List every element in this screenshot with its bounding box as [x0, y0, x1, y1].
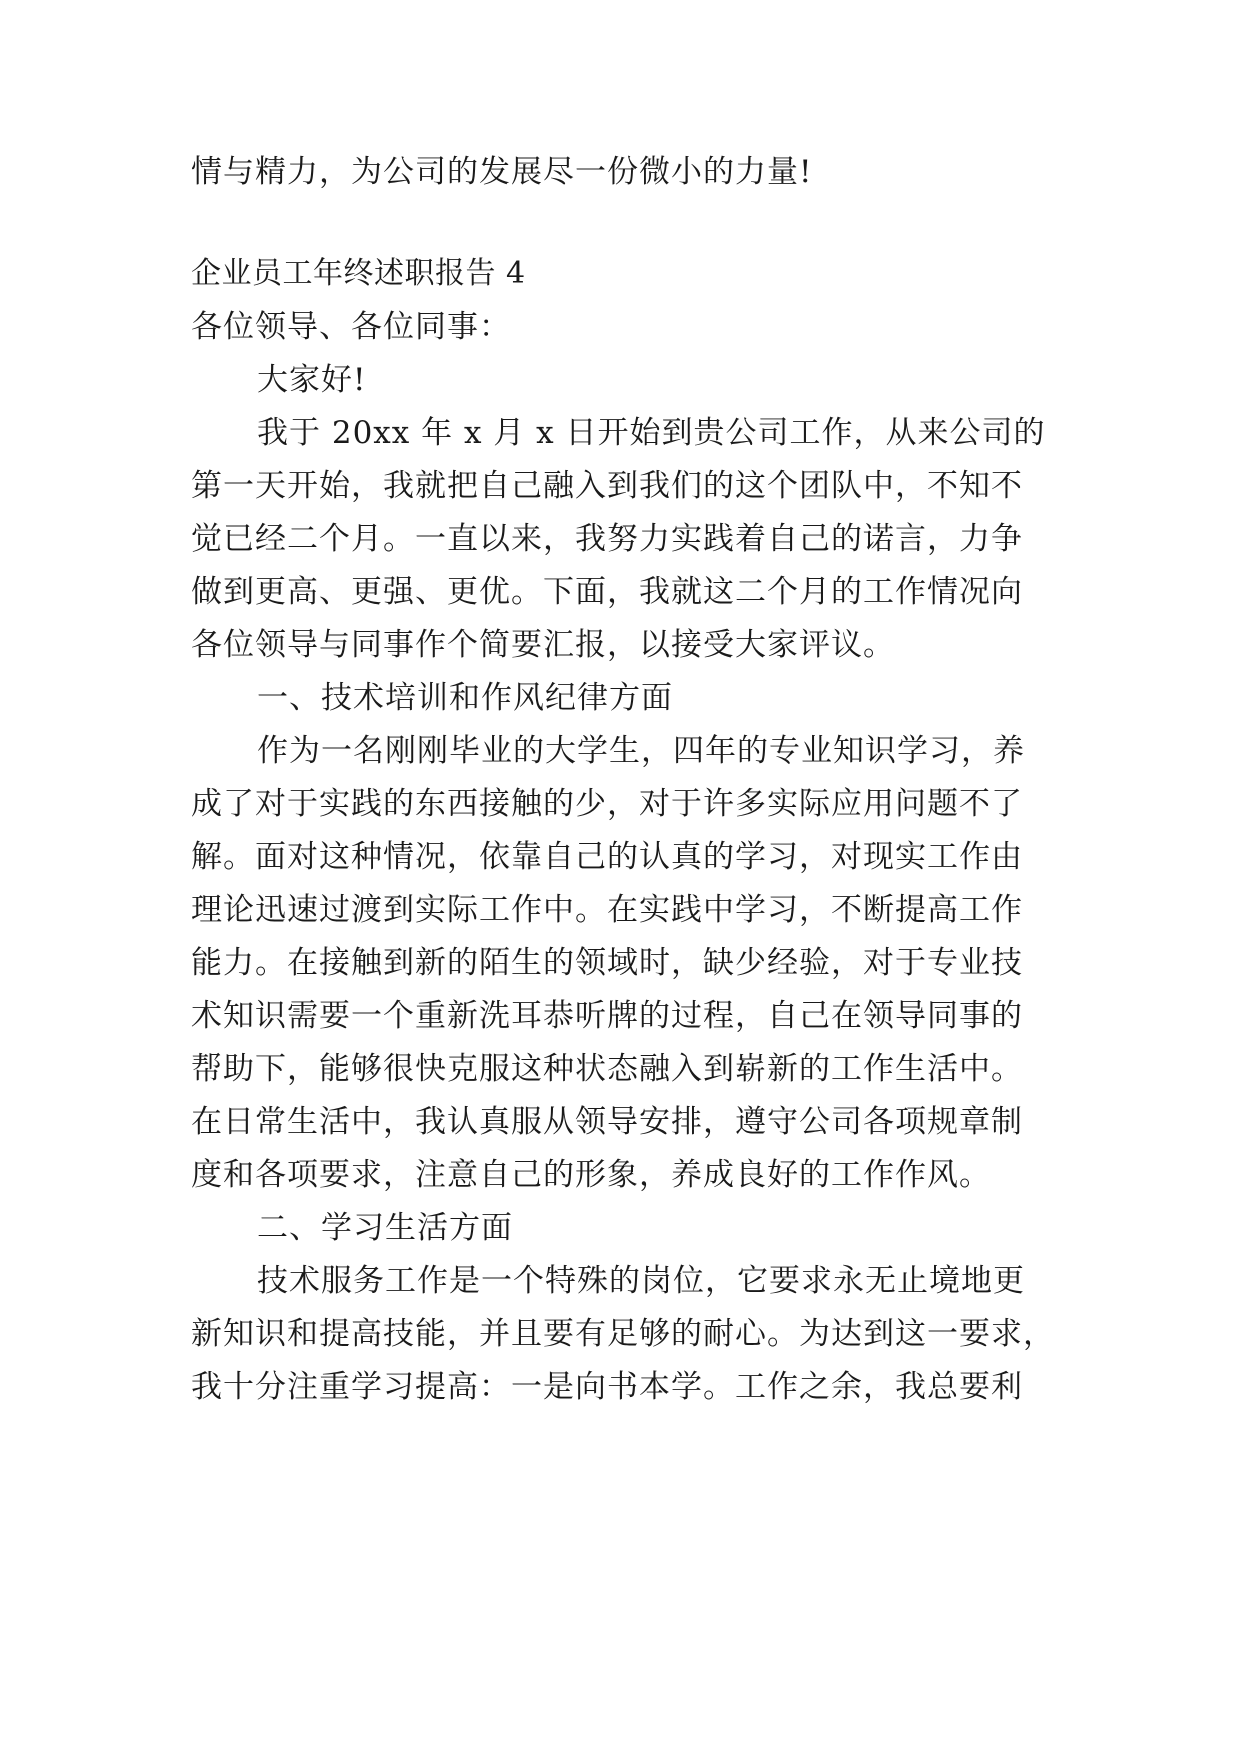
paragraph-line: 帮助下，能够很快克服这种状态融入到崭新的工作生活中。: [191, 1051, 1023, 1087]
paragraph-line: 度和各项要求，注意自己的形象，养成良好的工作作风。: [191, 1157, 991, 1193]
paragraph-line: 在日常生活中，我认真服从领导安排，遵守公司各项规章制: [191, 1104, 1023, 1140]
paragraph-line: 理论迅速过渡到实际工作中。在实践中学习，不断提高工作: [191, 892, 1023, 928]
paragraph-line: 第一天开始，我就把自己融入到我们的这个团队中，不知不: [191, 468, 1023, 504]
paragraph-line: 作为一名刚刚毕业的大学生，四年的专业知识学习，养: [257, 733, 1025, 769]
paragraph-line: 技术服务工作是一个特殊的岗位，它要求永无止境地更: [257, 1263, 1025, 1299]
paragraph-line: 新知识和提高技能，并且要有足够的耐心。为达到这一要求，: [191, 1316, 1055, 1352]
paragraph-line: 解。面对这种情况，依靠自己的认真的学习，对现实工作由: [191, 839, 1023, 875]
report-title: 企业员工年终述职报告 4: [191, 256, 526, 291]
paragraph-line: 做到更高、更强、更优。下面，我就这二个月的工作情况向: [191, 574, 1023, 610]
paragraph-line: 情与精力，为公司的发展尽一份微小的力量!: [191, 154, 813, 190]
paragraph-line: 能力。在接触到新的陌生的领域时，缺少经验，对于专业技: [191, 945, 1023, 981]
salutation: 各位领导、各位同事：: [191, 309, 511, 345]
paragraph-line: 各位领导与同事作个简要汇报，以接受大家评议。: [191, 627, 895, 663]
section-heading: 一、技术培训和作风纪律方面: [257, 680, 673, 716]
paragraph-line: 术知识需要一个重新洗耳恭听牌的过程，自己在领导同事的: [191, 998, 1023, 1034]
section-heading: 二、学习生活方面: [257, 1210, 513, 1246]
paragraph-line: 觉已经二个月。一直以来，我努力实践着自己的诺言，力争: [191, 521, 1023, 557]
greeting: 大家好!: [257, 362, 367, 398]
paragraph-line: 成了对于实践的东西接触的少，对于许多实际应用问题不了: [191, 786, 1023, 822]
paragraph-line: 我十分注重学习提高：一是向书本学。工作之余，我总要利: [191, 1369, 1023, 1405]
paragraph-line: 我于 20xx 年 x 月 x 日开始到贵公司工作，从来公司的: [257, 415, 1046, 451]
